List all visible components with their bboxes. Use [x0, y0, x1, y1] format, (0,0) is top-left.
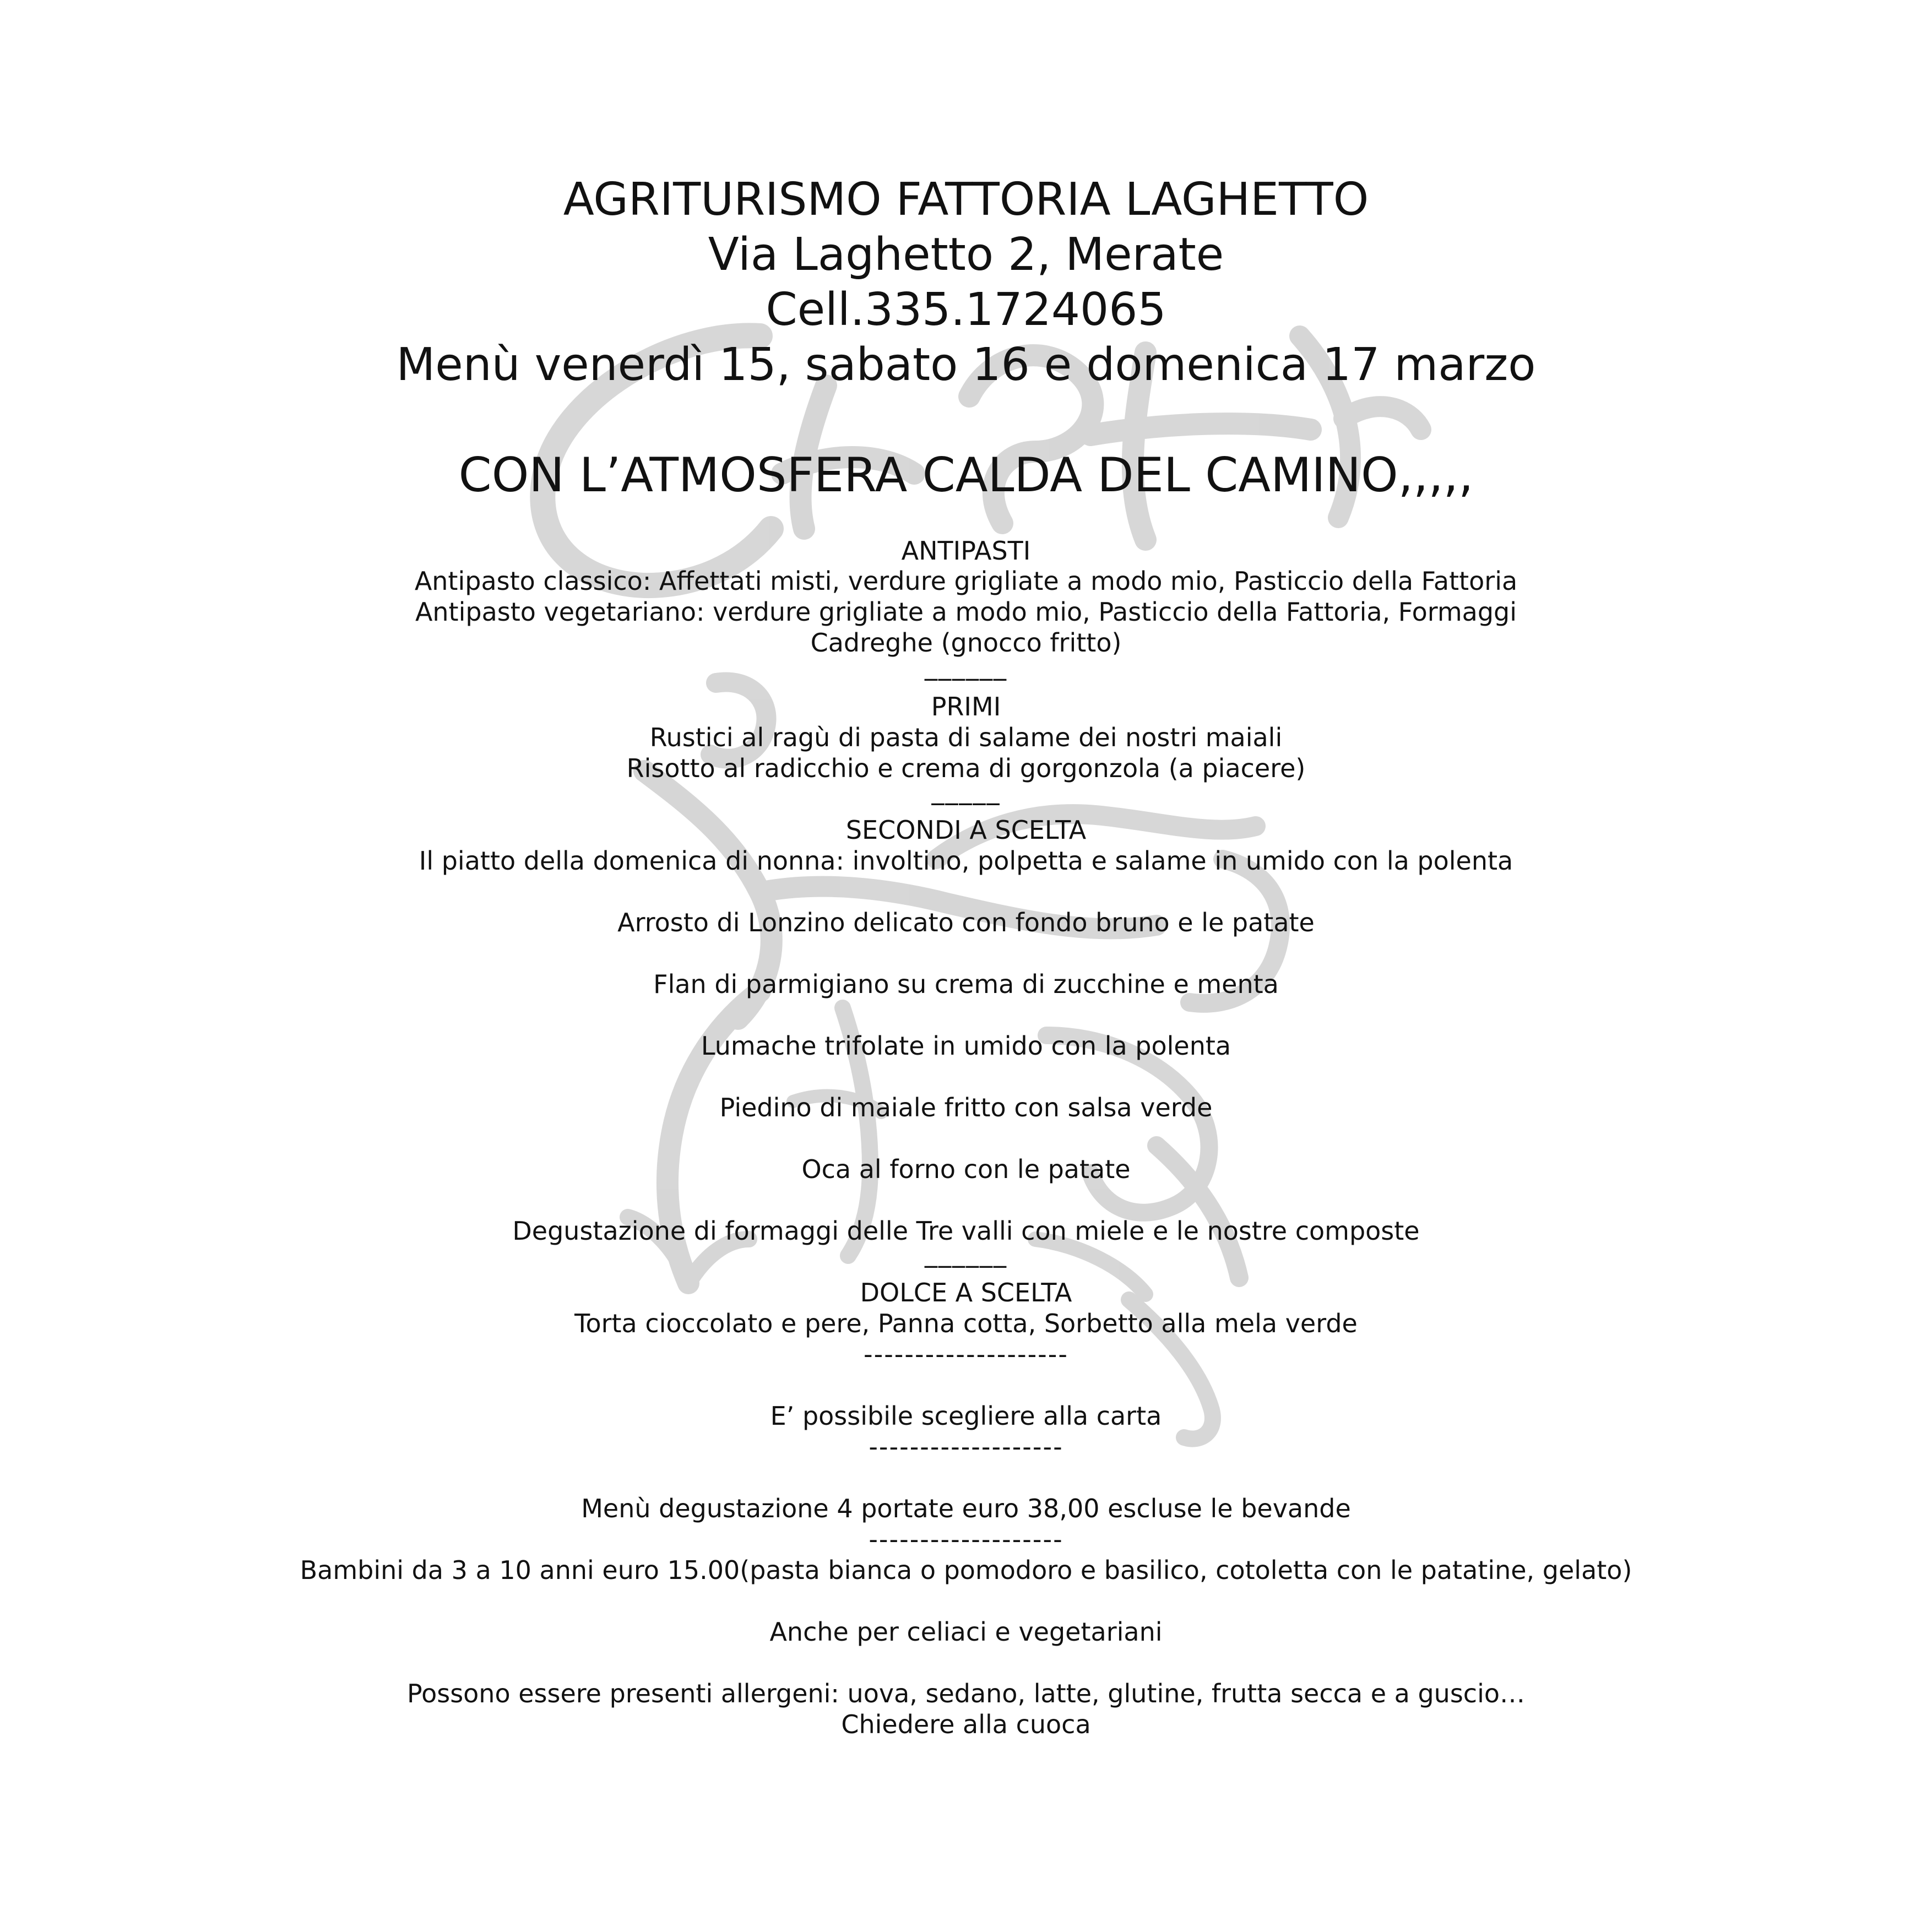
- alla-carta-note: E’ possibile scegliere alla carta: [770, 1401, 1162, 1431]
- separator: _____: [931, 775, 1001, 805]
- section-title-primi: PRIMI: [931, 692, 1001, 721]
- separator: -------------------: [869, 1432, 1063, 1462]
- address: Via Laghetto 2, Merate: [708, 229, 1224, 281]
- menu-item: Arrosto di Lonzino delicato con fondo bruno e le patate: [617, 908, 1315, 937]
- menu-item: Risotto al radicchio e crema di gorgonzola (a piacere): [626, 753, 1306, 783]
- menu-item: Rustici al ragù di pasta di salame dei nostri maiali: [649, 723, 1283, 752]
- separator: -------------------: [869, 1524, 1063, 1554]
- menu-item: Oca al forno con le patate: [801, 1154, 1131, 1184]
- menu-item: Degustazione di formaggi delle Tre valli con miele e le nostre composte: [512, 1216, 1420, 1246]
- menu-item: Flan di parmigiano su crema di zucchine e menta: [653, 969, 1279, 999]
- section-title-secondi: SECONDI A SCELTA: [845, 815, 1087, 845]
- menu-item: Antipasto classico: Affettati misti, verdure grigliate a modo mio, Pasticcio della Fattoria: [414, 566, 1518, 596]
- menu-item: Torta cioccolato e pere, Panna cotta, Sorbetto alla mela verde: [574, 1309, 1358, 1338]
- menu-item: Lumache trifolate in umido con la polenta: [701, 1031, 1231, 1061]
- menu-item: Piedino di maiale fritto con salsa verde: [719, 1093, 1213, 1122]
- allergen-note: Possono essere presenti allergeni: uova, sedano, latte, glutine, frutta secca e a guscio…: [406, 1679, 1526, 1708]
- separator: --------------------: [864, 1339, 1068, 1369]
- section-title-antipasti: ANTIPASTI: [901, 536, 1031, 566]
- dietary-note: Anche per celiaci e vegetariani: [769, 1617, 1163, 1647]
- menu-item: Cadreghe (gnocco fritto): [810, 628, 1122, 658]
- farm-name: AGRITURISMO FATTORIA LAGHETTO: [563, 173, 1369, 226]
- watermark-stroke: [1046, 1035, 1209, 1213]
- phone-number: Cell.335.1724065: [766, 284, 1166, 336]
- separator: ______: [925, 1238, 1007, 1268]
- menu-item: Antipasto vegetariano: verdure grigliate a modo mio, Pasticcio della Fattoria, Formaggi: [415, 597, 1517, 627]
- section-title-dolce: DOLCE A SCELTA: [860, 1278, 1072, 1307]
- ask-cook-note: Chiedere alla cuoca: [841, 1710, 1091, 1739]
- children-menu: Bambini da 3 a 10 anni euro 15.00(pasta bianca o pomodoro e basilico, cotoletta con le patatine, gelato): [300, 1555, 1632, 1585]
- menu-item: Il piatto della domenica di nonna: involtino, polpetta e salame in umido con la polenta: [419, 846, 1513, 876]
- menu-dates: Menù venerdì 15, sabato 16 e domenica 17 marzo: [396, 339, 1536, 391]
- tasting-menu-price: Menù degustazione 4 portate euro 38,00 escluse le bevande: [581, 1494, 1351, 1523]
- separator: ______: [925, 651, 1007, 681]
- tagline: CON L’ATMOSFERA CALDA DEL CAMINO,,,,,: [458, 448, 1474, 503]
